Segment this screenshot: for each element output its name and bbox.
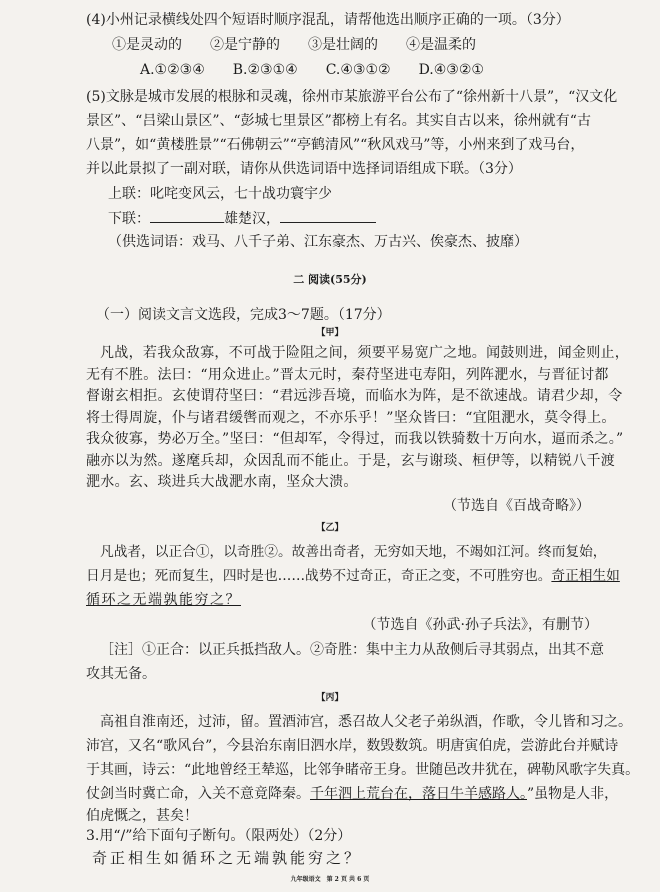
passage-bing-line-1: 高祖自淮南还，过沛，留。置酒沛宫，悉召故人父老子弟纵酒，作歌，令儿皆和习之。 — [100, 714, 632, 730]
q5-line-1: (5)文脉是城市发展的根脉和灵魂，徐州市某旅游平台公布了“徐州新十八景”，“汉文化 — [86, 89, 618, 105]
passage-yi-label: 【乙】 — [316, 523, 344, 533]
passage-jia-line-5: 我众彼寡，势必万全。”坚曰：“但却军，令得过，而我以铁骑数十万向水，逼而杀之。” — [86, 431, 624, 447]
yi-note-line-1: ［注］①正合：以正兵抵挡敌人。②奇胜：集中主力从敌侧后寻其弱点，出其不意 — [100, 642, 604, 658]
q3-sentence: 奇正相生如循环之无端孰能穷之？ — [92, 849, 363, 867]
passage-jia-line-3: 督谢玄相拒。玄使谓苻坚曰：“君远涉吾境，而临水为阵，是不欲速战。请君少却，令 — [86, 388, 623, 404]
passage-jia-line-4: 将士得周旋，仆与诸君缓辔而观之，不亦乐乎！”坚众皆曰：“宜阻淝水，莫令得上。 — [86, 409, 616, 426]
passage-bing-line-4: 仗剑当时冀亡命，入关不意竟降秦。千年泗上荒台在，落日牛羊感路人。”虽物是人非， — [86, 786, 619, 802]
passage-yi-line-2: 日月是也；死而复生，四时是也……战势不过奇正，奇正之变，不可胜穷也。奇正相生如 — [86, 568, 620, 584]
couplet-lower-label: 下联： — [108, 211, 150, 227]
q5-line-4: 并以此景拟了一副对联，请你从供选词语中选择词语组成下联。（3分） — [86, 161, 522, 177]
passage-jia-line-7: 淝水。玄、琰进兵大战淝水南，坚众大溃。 — [86, 474, 358, 490]
underlined-sentence-part-1: 奇正相生如 — [551, 568, 620, 584]
q4-stem: (4)小州记录横线处四个短语时顺序混乱，请帮他选出顺序正确的一项。（3分） — [86, 12, 570, 28]
passage-jia-line-2: 无有不胜。法曰：“用众进止。”晋太元时，秦苻坚进屯寿阳，列阵淝水，与晋征讨都 — [86, 366, 609, 383]
couplet-lower — [108, 208, 376, 229]
q5-line-2: 景区”、“吕梁山景区”、“彭城七里景区”都榜上有名。其实自古以来，徐州就有“古 — [86, 113, 591, 129]
passage-jia-source: （节选自《百战奇略》） — [443, 498, 590, 514]
passage-jia-label: 【甲】 — [316, 328, 344, 338]
answer-blank-1[interactable] — [150, 208, 224, 223]
passage-bing-label: 【丙】 — [316, 693, 344, 703]
answer-blank-2[interactable] — [280, 208, 376, 223]
q4-phrases: ①是灵动的 ②是宁静的 ③是壮阔的 ④是温柔的 — [112, 37, 476, 53]
underlined-poem-lines: 千年泗上荒台在，落日牛羊感路人。 — [310, 786, 527, 802]
page-footer: 九年级语文 第 2 页 共 6 页 — [290, 876, 370, 883]
q5-line-3: 八景”，如“黄楼胜景”“石佛朝云”“亭鹤清风”“秋风戏马”等，小州来到了戏马台， — [86, 137, 585, 153]
couplet-upper: 上联：叱咤变风云，七十战功寰宇少 — [108, 186, 332, 202]
underlined-sentence-part-2: 循环之无端孰能穷之？ — [86, 592, 241, 608]
passage-yi-line-1: 凡战者，以正合①，以奇胜②。故善出奇者，无穷如天地，不竭如江河。终而复始， — [100, 544, 607, 560]
q3-stem: 3.用“/”给下面句子断句。（限两处）（2分） — [86, 828, 352, 844]
passage-bing-line-5: 伯虎慨之，甚矣！ — [86, 808, 198, 824]
passage-jia-line-6: 融亦以为然。遂麾兵却，众因乱而不能止。于是，玄与谢琰、桓伊等，以精锐八千渡 — [86, 452, 616, 469]
couplet-lower-text: 雄楚汉， — [224, 211, 280, 227]
passage-bing-line-3: 于其画，诗云：“此地曾经王辇巡，比邻争睹帝王身。世随邑改井犹在，碑勒风歌字失真。 — [86, 762, 640, 778]
yi-note-line-2: 攻其无备。 — [86, 666, 156, 682]
passage-yi-source: （节选自《孙武·孙子兵法》，有删节） — [362, 617, 598, 633]
passage-jia-line-1: 凡战，若我众敌寡，不可战于险阻之间，须要平易宽广之地。闻鼓则进，闻金则止， — [100, 345, 630, 361]
part1-intro: （一）阅读文言文选段，完成3～7题。（17分） — [96, 307, 391, 323]
passage-bing-line-2: 沛宫，又名“歌风台”，今县治东南旧泗水岸，数毁数筑。明唐寅伯虎，尝游此台并赋诗 — [86, 738, 619, 754]
q5-choices: （供选词语：戏马、八千子弟、江东豪杰、万古兴、俟豪杰、披靡） — [108, 234, 528, 250]
section-title: 二 阅读(55分) — [293, 273, 367, 286]
q4-options: A.①②③④ B.②③①④ C.④③①② D.④③②① — [140, 62, 484, 78]
